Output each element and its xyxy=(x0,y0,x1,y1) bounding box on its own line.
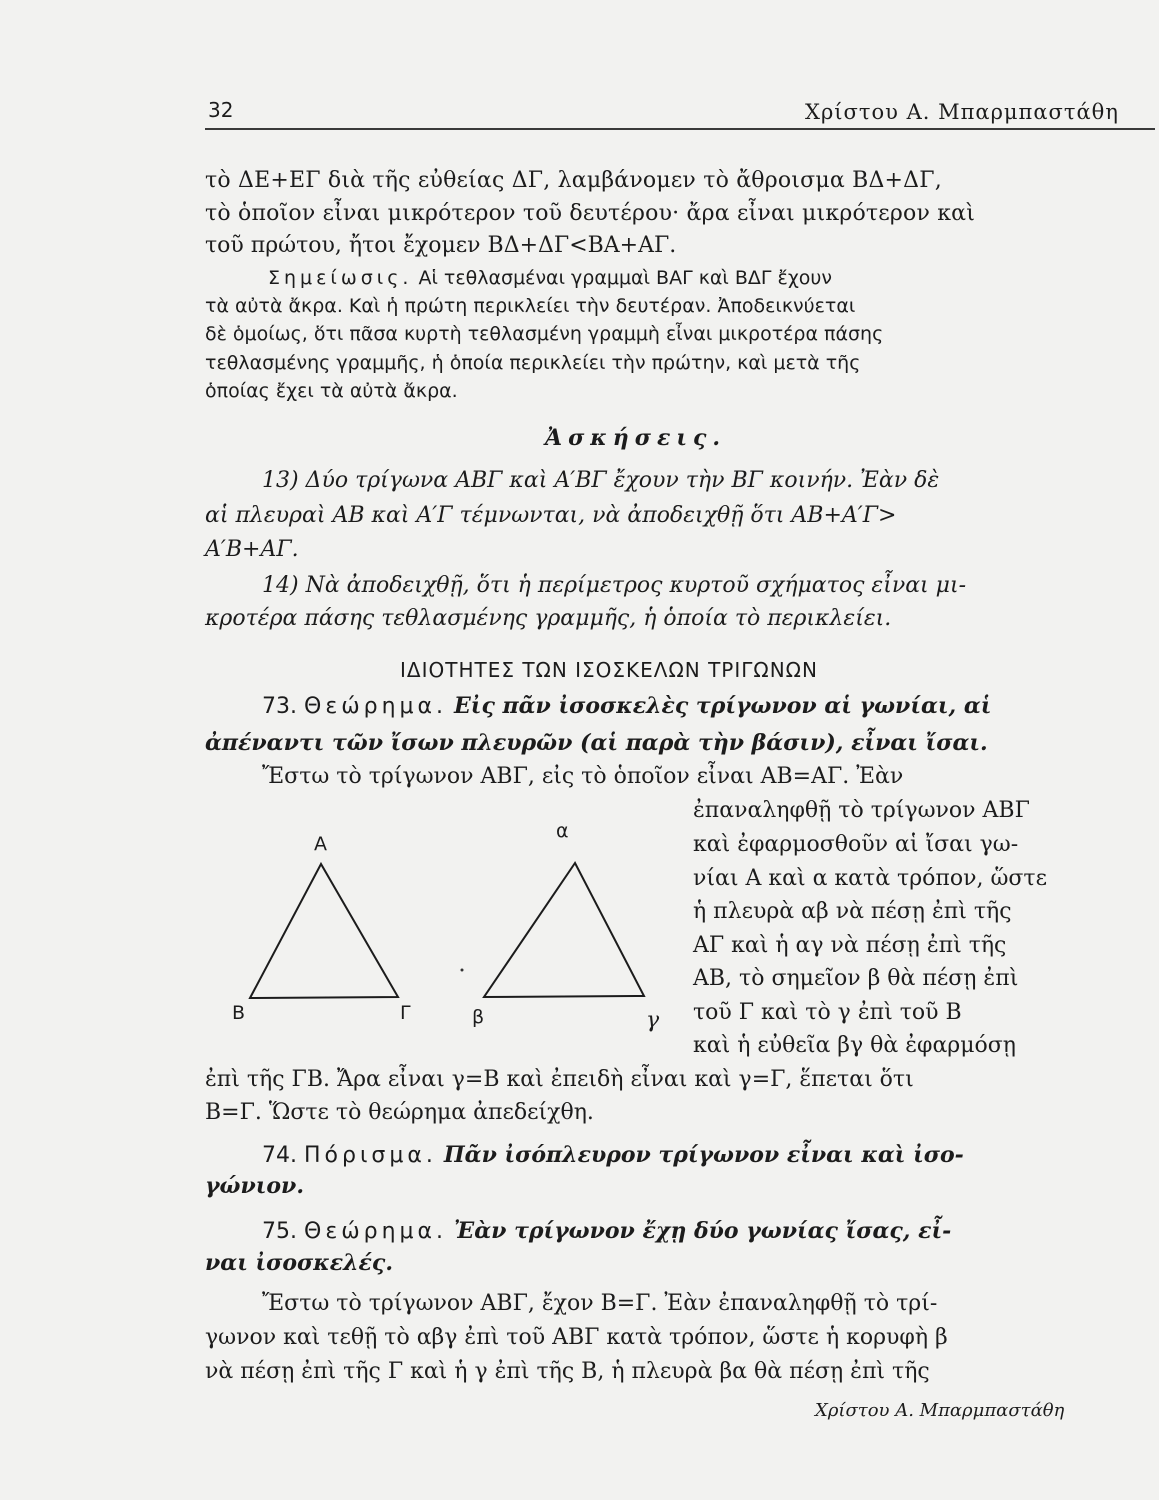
theorem-73-proof-side-8: καὶ ἡ εὐθεῖα βγ θὰ ἐφαρμόσῃ xyxy=(693,1033,1016,1058)
section-heading: ΙΔΙΟΤΗΤΕΣ ΤΩΝ ΙΣΟΣΚΕΛΩΝ ΤΡΙΓΩΝΩΝ xyxy=(400,658,818,682)
exercise-14-line-1: 14) Νὰ ἀποδειχθῇ, ὅτι ἡ περίμετρος κυρτοῦ σχήματος εἶναι μι- xyxy=(262,573,967,598)
theorem-73-statement-2: ἀπέναντι τῶν ἴσων πλευρῶν (αἱ παρὰ τὴν βάσιν), εἶναι ἴσαι. xyxy=(205,730,988,756)
triangle-abg xyxy=(250,864,398,998)
exercise-13-line-3: Α′Β+ΑΓ. xyxy=(205,537,299,562)
theorem-73-proof-side-2: καὶ ἐφαρμοσθοῦν αἱ ἴσαι γω- xyxy=(693,832,1019,857)
page-number: 32 xyxy=(208,98,234,122)
label-gamma: γ xyxy=(646,1008,660,1033)
exercise-14-line-2: κροτέρα πάσης τεθλασμένης γραμμῆς, ἡ ὁποία τὸ περικλείει. xyxy=(205,606,892,631)
note-line-5: ὁποίας ἔχει τὰ αὐτὰ ἄκρα. xyxy=(205,380,458,402)
corollary-74-label: Πόρισμα. xyxy=(304,1143,437,1168)
label-alpha: α xyxy=(556,820,569,842)
corollary-74-line-1 xyxy=(262,1142,964,1168)
theorem-73-statement-1: Εἰς πᾶν ἰσοσκελὲς τρίγωνον αἱ γωνίαι, αἱ xyxy=(454,693,992,719)
note-line-2: τὰ αὐτὰ ἄκρα. Καὶ ἡ πρώτη περικλείει τὴν δευτέραν. Ἀποδεικνύεται xyxy=(205,295,856,317)
theorem-73-label: Θεώρημα. xyxy=(304,694,448,719)
header-rule xyxy=(205,128,1155,130)
theorem-73-proof-side-5: ΑΓ καὶ ἡ αγ νὰ πέσῃ ἐπὶ τῆς xyxy=(693,933,1007,958)
theorem-73-proof-side-1: ἐπαναληφθῇ τὸ τρίγωνον ΑΒΓ xyxy=(693,798,1030,823)
triangle-alpha-beta-gamma xyxy=(484,863,644,997)
label-G: Γ xyxy=(400,1002,411,1024)
note-line-3: δὲ ὁμοίως, ὅτι πᾶσα κυρτὴ τεθλασμένη γραμμὴ εἶναι μικροτέρα πάσης xyxy=(205,323,884,345)
theorem-73-proof-side-6: ΑΒ, τὸ σημεῖον β θὰ πέσῃ ἐπὶ xyxy=(693,966,1019,991)
theorem-73-proof-side-4: ἡ πλευρὰ αβ νὰ πέσῃ ἐπὶ τῆς xyxy=(693,899,1012,924)
corollary-74-statement-2: γώνιον. xyxy=(205,1173,304,1199)
theorem-75-proof-3: νὰ πέσῃ ἐπὶ τῆς Γ καὶ ἡ γ ἐπὶ τῆς Β, ἡ πλευρὰ βα θὰ πέσῃ ἐπὶ τῆς xyxy=(205,1359,930,1384)
theorem-73-proof-side-3: νίαι Α καὶ α κατὰ τρόπον, ὥστε xyxy=(693,866,1047,891)
note-line-1-rest: Αἱ τεθλασμέναι γραμμαὶ ΒΑΓ καὶ ΒΔΓ ἔχουν xyxy=(418,267,833,289)
note-line-1 xyxy=(268,267,832,289)
theorem-75-line-1 xyxy=(262,1218,951,1244)
theorem-73-proof-end-1: ἐπὶ τῆς ΓΒ. Ἄρα εἶναι γ=Β καὶ ἐπειδὴ εἶναι καὶ γ=Γ, ἕπεται ὅτι xyxy=(205,1067,914,1092)
theorem-75-proof-2: γωνον καὶ τεθῇ τὸ αβγ ἐπὶ τοῦ ΑΒΓ κατὰ τρόπον, ὥστε ἡ κορυφὴ β xyxy=(205,1325,948,1350)
exercise-13-line-2: αἱ πλευραὶ ΑΒ καὶ Α′Γ τέμνωνται, νὰ ἀποδειχθῇ ὅτι ΑΒ+Α′Γ> xyxy=(205,503,897,528)
stray-dot xyxy=(461,969,464,972)
note-line-4: τεθλασμένης γραμμῆς, ἡ ὁποία περικλείει τὴν πρώτην, καὶ μετὰ τῆς xyxy=(205,352,861,374)
theorem-75-statement-2: ναι ἰσοσκελές. xyxy=(205,1250,393,1276)
theorem-73-number: 73. xyxy=(262,694,297,719)
intro-line-2: τὸ ὁποῖον εἶναι μικρότερον τοῦ δευτέρου· ἄρα εἶναι μικρότερον καὶ xyxy=(205,201,976,226)
intro-line-1: τὸ ΔΕ+ΕΓ διὰ τῆς εὐθείας ΔΓ, λαμβάνομεν τὸ ἄθροισμα ΒΔ+ΔΓ, xyxy=(205,168,942,193)
intro-line-3: τοῦ πρώτου, ἤτοι ἔχομεν ΒΔ+ΔΓ<ΒΑ+ΑΓ. xyxy=(205,233,677,258)
exercises-title: Ἀσκήσεις. xyxy=(545,425,727,451)
corollary-74-statement-1: Πᾶν ἰσόπλευρον τρίγωνον εἶναι καὶ ἰσο- xyxy=(443,1142,964,1168)
theorem-75-label: Θεώρημα. xyxy=(304,1219,448,1244)
theorem-75-statement-1: Ἐὰν τρίγωνον ἔχῃ δύο γωνίας ἴσας, εἶ- xyxy=(454,1218,952,1244)
label-B: Β xyxy=(232,1002,246,1024)
running-title: Χρίστου Α. Μπαρμπαστάθη xyxy=(805,100,1119,124)
note-label: Σημείωσις. xyxy=(268,267,413,289)
exercise-13-line-1: 13) Δύο τρίγωνα ΑΒΓ καὶ Α′ΒΓ ἔχουν τὴν ΒΓ κοινήν. Ἐὰν δὲ xyxy=(262,468,940,493)
theorem-73-line-1 xyxy=(262,693,991,719)
label-A: Α xyxy=(314,833,327,855)
triangles-figure xyxy=(220,820,680,1050)
theorem-73-proof-first: Ἔστω τὸ τρίγωνον ΑΒΓ, εἰς τὸ ὁποῖον εἶναι ΑΒ=ΑΓ. Ἐὰν xyxy=(262,764,904,789)
theorem-73-proof-side-7: τοῦ Γ καὶ τὸ γ ἐπὶ τοῦ Β xyxy=(693,1000,962,1025)
footer-stamp: Χρίστου Α. Μπαρμπαστάθη xyxy=(815,1400,1065,1421)
theorem-75-proof-1: Ἔστω τὸ τρίγωνον ΑΒΓ, ἔχον Β=Γ. Ἐὰν ἐπαναληφθῇ τὸ τρί- xyxy=(262,1291,938,1316)
corollary-74-number: 74. xyxy=(262,1143,297,1168)
theorem-73-proof-end-2: Β=Γ. Ὥστε τὸ θεώρημα ἀπεδείχθη. xyxy=(205,1100,594,1125)
theorem-75-number: 75. xyxy=(262,1219,297,1244)
label-beta: β xyxy=(472,1006,485,1028)
